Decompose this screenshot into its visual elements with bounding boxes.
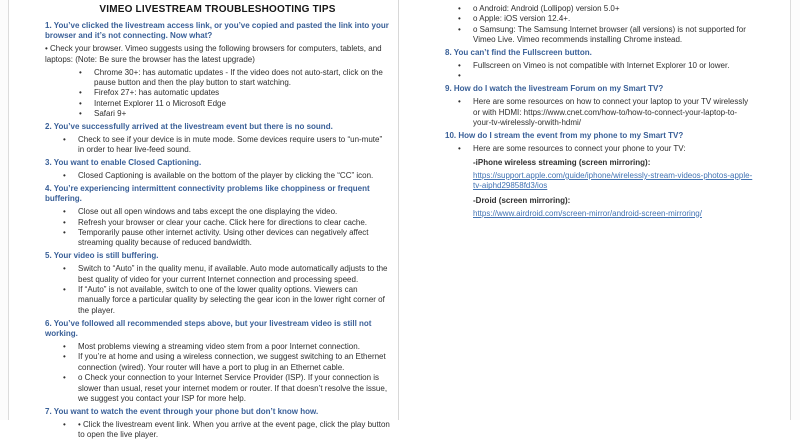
page-2 bbox=[399, 0, 791, 420]
section-heading-7: 7. You want to watch the event through your phone but don’t know how. bbox=[45, 406, 319, 416]
list-item-empty bbox=[445, 71, 754, 81]
list-item-text: • Click the livestream event link. When you arrive at the event page, click the play button to open the live player. bbox=[78, 419, 390, 440]
list-item bbox=[445, 25, 754, 46]
document-title: VIMEO LIVESTREAM TROUBLESHOOTING TIPS bbox=[99, 4, 336, 15]
bullet-icon: • bbox=[63, 134, 66, 144]
list-item bbox=[45, 109, 390, 119]
bullet-icon: • bbox=[458, 60, 461, 70]
list-item bbox=[445, 4, 754, 14]
bullet-icon: • bbox=[79, 98, 82, 108]
list-item-text: Most problems viewing a streaming video stem from a poor Internet connection. bbox=[78, 341, 360, 351]
bullet-icon: • bbox=[458, 71, 461, 81]
section-heading-1: 1. You’ve clicked the livestream access link, or you’ve copied and pasted the link into your browser and it’s not connecting. Now what? bbox=[45, 21, 389, 41]
bullet-icon: • bbox=[63, 228, 66, 238]
browser-list bbox=[45, 68, 390, 120]
iphone-mirroring-link[interactable]: https://support.apple.com/guide/iphone/wirelessly-stream-videos-photos-apple-tv-aiphd29858fd3/ios bbox=[473, 170, 753, 191]
list-item-text: o Check your connection to your Internet Service Provider (ISP). If your connection is slower than usual, reset your internet modem or router. If that doesn’t resolve the issue, we suggest you contact your ISP for more help. bbox=[78, 373, 388, 403]
section-heading-9: 9. How do I watch the livestream Forum on my Smart TV? bbox=[445, 84, 664, 94]
section-9-list bbox=[445, 97, 754, 128]
list-item bbox=[45, 99, 390, 109]
list-item-text: If “Auto” is not available, switch to one of the lower quality options. Viewers can manually force a particular quality by selecting the gear icon in the lower right corner of the player. bbox=[78, 284, 385, 315]
list-item-text: Internet Explorer 11 o Microsoft Edge bbox=[94, 98, 226, 108]
list-item-text: Refresh your browser or clear your cache. Click here for directions to clear cache. bbox=[78, 217, 368, 227]
section-heading-6: 6. You’ve followed all recommended steps above, but your livestream video is still not working. bbox=[45, 318, 372, 339]
list-item bbox=[445, 97, 754, 128]
list-item-text: Close out all open windows and tabs except the one displaying the video. bbox=[78, 207, 338, 217]
list-item-text: Closed Captioning is available on the bottom of the player by clicking the “CC” icon. bbox=[78, 171, 374, 181]
bullet-icon: • bbox=[79, 88, 82, 98]
droid-mirroring-link[interactable]: https://www.airdroid.com/screen-mirror/android-screen-mirroring/ bbox=[473, 208, 702, 218]
section-8-list bbox=[445, 61, 754, 82]
list-item bbox=[45, 285, 390, 316]
section-1-paragraph: • Check your browser. Vimeo suggests using the following browsers for computers, tablets, and laptops: (Note: Be sure the browser has the latest upgrade) bbox=[45, 44, 382, 64]
list-item bbox=[445, 144, 754, 154]
section-5-list bbox=[45, 264, 390, 316]
bullet-icon: • bbox=[79, 109, 82, 119]
list-item-text bbox=[473, 71, 754, 81]
list-item-text: Fullscreen on Vimeo is not compatible with Internet Explorer 10 or lower. bbox=[473, 60, 730, 70]
bullet-icon: • bbox=[458, 97, 461, 107]
section-heading-5: 5. Your video is still buffering. bbox=[45, 251, 159, 261]
iphone-mirroring-label: -iPhone wireless streaming (screen mirroring): bbox=[473, 158, 651, 168]
section-6-list bbox=[45, 342, 390, 404]
list-item bbox=[45, 352, 390, 373]
list-item-text: Switch to “Auto” in the quality menu, if available. Auto mode automatically adjusts to the best quality of video for your current Internet connection and processing speed. bbox=[78, 264, 388, 284]
droid-mirroring-label: -Droid (screen mirroring): bbox=[473, 195, 571, 205]
section-4-list bbox=[45, 207, 390, 249]
bullet-icon: • bbox=[63, 171, 66, 181]
list-item-text: Chrome 30+: has automatic updates - If the video does not auto-start, click on the pause button and then the play button to start watching. bbox=[94, 67, 383, 87]
device-version-list bbox=[445, 4, 754, 46]
section-heading-10: 10. How do I stream the event from my phone to my Smart TV? bbox=[445, 130, 684, 140]
bullet-icon: • bbox=[63, 341, 66, 351]
bullet-icon: • bbox=[63, 284, 66, 294]
list-item bbox=[45, 135, 390, 156]
list-item bbox=[45, 373, 390, 404]
list-item-text: o Apple: iOS version 12.4+. bbox=[473, 14, 571, 24]
list-item-text: o Samsung: The Samsung Internet browser (all versions) is not supported for Vimeo Live. Vimeo recommends installing Chrome instead. bbox=[473, 24, 746, 45]
list-item bbox=[445, 61, 754, 71]
list-item bbox=[45, 420, 390, 440]
list-item bbox=[45, 264, 390, 285]
bullet-icon: • bbox=[458, 14, 461, 24]
section-heading-2: 2. You’ve successfully arrived at the livestream event but there is no sound. bbox=[45, 122, 333, 132]
section-7-list bbox=[45, 420, 390, 440]
bullet-icon: • bbox=[458, 143, 461, 153]
list-item bbox=[45, 218, 390, 228]
list-item bbox=[45, 342, 390, 352]
list-item-text: Safari 9+ bbox=[94, 109, 127, 119]
list-item-text: o Android: Android (Lollipop) version 5.0+ bbox=[473, 4, 620, 13]
bullet-icon: • bbox=[458, 4, 461, 13]
list-item-text: Check to see if your device is in mute mode. Some devices require users to “un-mute” in order to hear live-feed sound. bbox=[78, 134, 383, 155]
list-item-text: Here are some resources to connect your phone to your TV: bbox=[473, 143, 686, 153]
list-item bbox=[45, 88, 390, 98]
bullet-icon: • bbox=[63, 352, 66, 362]
bullet-icon: • bbox=[79, 67, 82, 77]
bullet-icon: • bbox=[63, 217, 66, 227]
list-item-text: If you’re at home and using a wireless connection, we suggest switching to an Ethernet connection (wired). Your router will have a port to plug in an Ethernet cable. bbox=[78, 352, 386, 372]
bullet-icon: • bbox=[63, 207, 66, 217]
section-10-list bbox=[445, 144, 754, 154]
list-item bbox=[445, 14, 754, 24]
section-heading-4: 4. You’re experiencing intermittent connectivity problems like choppiness or frequent buffering. bbox=[45, 183, 370, 204]
list-item bbox=[45, 207, 390, 217]
section-heading-3: 3. You want to enable Closed Captioning. bbox=[45, 158, 202, 168]
bullet-icon: • bbox=[63, 419, 66, 429]
list-item-text: Firefox 27+: has automatic updates bbox=[94, 88, 220, 98]
list-item bbox=[45, 68, 390, 89]
bullet-icon: • bbox=[63, 373, 66, 383]
list-item bbox=[45, 228, 390, 249]
section-2-list bbox=[45, 135, 390, 156]
page-1 bbox=[8, 0, 399, 440]
list-item-text: Temporarily pause other internet activity. Using other devices can negatively affect streaming quality because of reduced bandwidth. bbox=[78, 228, 369, 248]
section-heading-8: 8. You can’t find the Fullscreen button. bbox=[445, 48, 592, 58]
bullet-icon: • bbox=[63, 264, 66, 274]
list-item-text: Here are some resources on how to connect your laptop to your TV wirelessly or with HDMI: https://www.cnet.com/how-to/how-to-connect-your-laptop-to-your-tv-wirelessly-orwith-hdmi/ bbox=[473, 97, 749, 127]
list-item bbox=[45, 171, 390, 181]
section-3-list bbox=[45, 171, 390, 181]
bullet-icon: • bbox=[458, 24, 461, 34]
